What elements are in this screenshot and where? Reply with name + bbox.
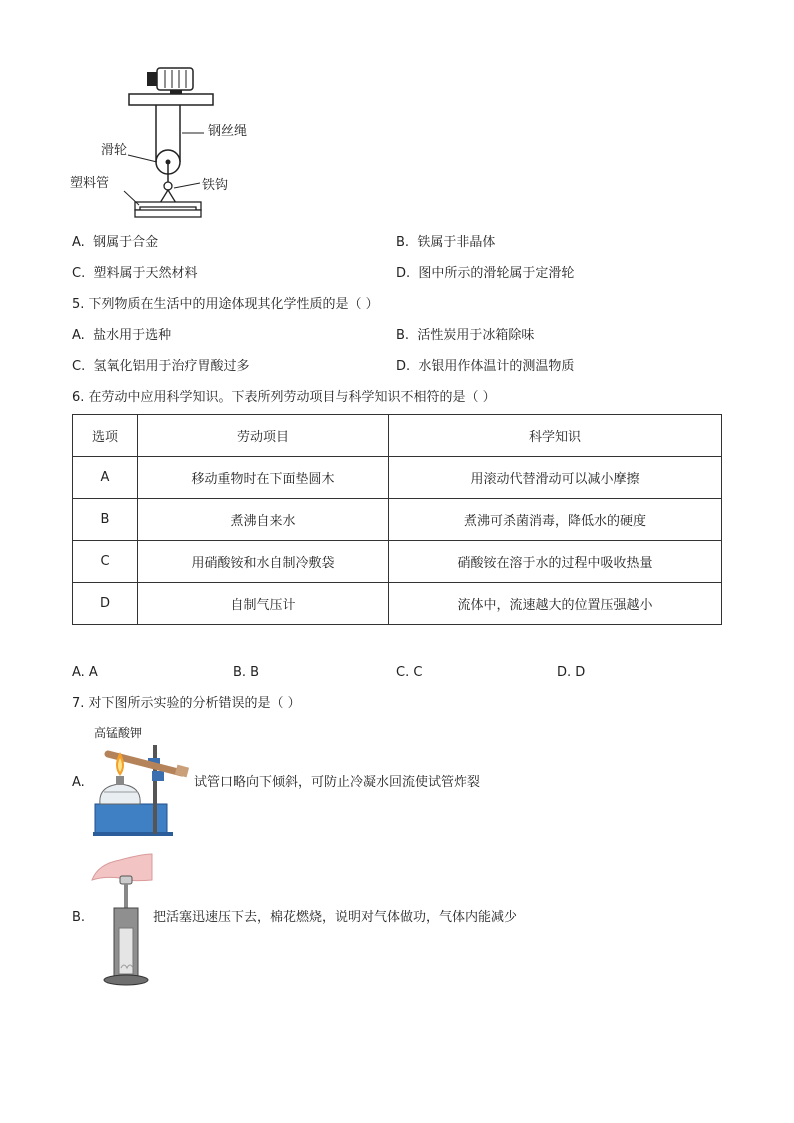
q7-stem: 7. 对下图所示实验的分析错误的是（ ） [72, 696, 301, 711]
header-labor-item: 劳动项目 [138, 415, 389, 457]
label-plastic-tube: 塑料管 [70, 176, 110, 191]
table-cell: 用硝酸铵和水自制冷敷袋 [138, 541, 389, 583]
q5-option-d: D. 水银用作体温计的测温物质 [396, 359, 575, 374]
q6-table [72, 414, 722, 625]
table-cell: 用滚动代替滑动可以减小摩擦 [389, 457, 722, 499]
table-cell: B [73, 499, 138, 541]
table-row [73, 583, 722, 625]
table-cell: C [73, 541, 138, 583]
table-cell: 煮沸可杀菌消毒，降低水的硬度 [389, 499, 722, 541]
table-cell: 移动重物时在下面垫圆木 [138, 457, 389, 499]
q7-option-b-letter: B. [72, 910, 86, 925]
table-row [73, 541, 722, 583]
q6-stem: 6. 在劳动中应用科学知识。下表所列劳动项目与科学知识不相符的是（ ） [72, 390, 496, 405]
q5-stem: 5. 下列物质在生活中的用途体现其化学性质的是（ ） [72, 297, 379, 312]
q7-option-a-text: 试管口略向下倾斜，可防止冷凝水回流使试管炸裂 [194, 775, 481, 790]
table-cell: 自制气压计 [138, 583, 389, 625]
q5-option-b: B. 活性炭用于冰箱除味 [396, 328, 535, 343]
label-potassium-permanganate: 高锰酸钾 [94, 726, 143, 740]
q5-option-c: C. 氢氧化铝用于治疗胃酸过多 [72, 359, 250, 374]
q4-option-a: A. 钢属于合金 [72, 235, 159, 250]
q6-answer-b: B. B [233, 665, 260, 680]
q4-option-d: D. 图中所示的滑轮属于定滑轮 [396, 266, 575, 281]
q4-option-c: C. 塑料属于天然材料 [72, 266, 198, 281]
header-option: 选项 [73, 415, 138, 457]
q7-option-b-text: 把活塞迅速压下去，棉花燃烧，说明对气体做功，气体内能减少 [153, 910, 518, 925]
table-cell: D [73, 583, 138, 625]
q4-option-b: B. 铁属于非晶体 [396, 235, 496, 250]
table-cell: 硝酸铵在溶于水的过程中吸收热量 [389, 541, 722, 583]
table-row [73, 499, 722, 541]
header-science-knowledge: 科学知识 [389, 415, 722, 457]
q6-answer-d: D. D [557, 665, 586, 680]
q7-option-a-letter: A. [72, 775, 85, 790]
label-iron-hook: 铁钩 [202, 178, 229, 193]
label-wire-rope: 钢丝绳 [208, 124, 248, 139]
table-cell: 流体中，流速越大的位置压强越小 [389, 583, 722, 625]
heating-apparatus-figure [90, 740, 205, 840]
q5-option-a: A. 盐水用于选种 [72, 328, 172, 343]
label-pulley: 滑轮 [101, 143, 128, 158]
table-header-row [73, 415, 722, 457]
compression-apparatus-figure [90, 848, 160, 988]
q6-answer-a: A. A [72, 665, 98, 680]
table-cell: A [73, 457, 138, 499]
table-row [73, 457, 722, 499]
q6-answer-c: C. C [396, 665, 423, 680]
table-cell: 煮沸自来水 [138, 499, 389, 541]
